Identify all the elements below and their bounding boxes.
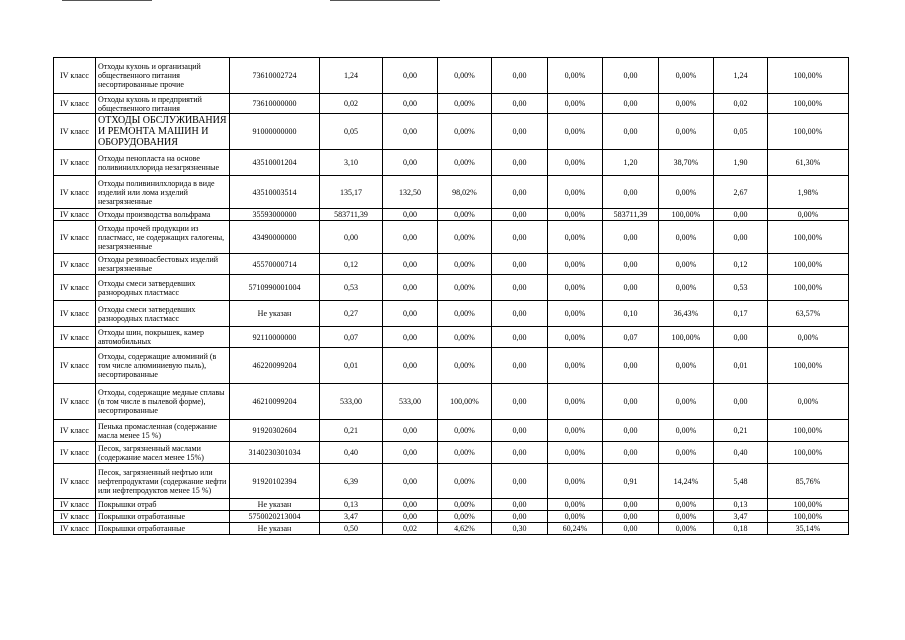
waste-name-cell: Отходы кухонь и предприятий общественного питания	[96, 94, 230, 114]
table-row	[54, 150, 849, 176]
value-cell: 1,90	[714, 150, 768, 176]
percent-cell: 0,00%	[548, 301, 603, 327]
percent-cell: 14,24%	[659, 464, 714, 499]
value-cell: 0,00	[383, 58, 438, 94]
waste-class-cell: IV класс	[54, 384, 96, 420]
percent-cell: 0,00%	[438, 275, 492, 301]
percent-cell: 100,00%	[768, 511, 849, 523]
table-row	[54, 114, 849, 150]
formed-amount-cell: 0,00	[320, 221, 383, 254]
percent-cell: 0,00%	[438, 150, 492, 176]
percent-cell: 0,00%	[768, 209, 849, 221]
value-cell: 0,00	[492, 221, 548, 254]
value-cell: 0,00	[603, 254, 659, 275]
percent-cell: 0,00%	[659, 176, 714, 209]
percent-cell: 0,00%	[548, 254, 603, 275]
formed-amount-cell: 0,02	[320, 94, 383, 114]
percent-cell: 100,00%	[768, 114, 849, 150]
waste-name-cell: Песок, загрязненный маслами (содержание масел менее 15%)	[96, 442, 230, 464]
value-cell: 0,00	[492, 94, 548, 114]
percent-cell: 35,14%	[768, 523, 849, 535]
percent-cell: 100,00%	[768, 254, 849, 275]
percent-cell: 100,00%	[768, 499, 849, 511]
percent-cell: 0,00%	[659, 523, 714, 535]
percent-cell: 0,00%	[438, 94, 492, 114]
percent-cell: 0,00%	[548, 499, 603, 511]
percent-cell: 61,30%	[768, 150, 849, 176]
waste-class-cell: IV класс	[54, 511, 96, 523]
percent-cell: 0,00%	[659, 511, 714, 523]
percent-cell: 0,00%	[659, 348, 714, 384]
percent-cell: 0,00%	[548, 114, 603, 150]
table-row	[54, 275, 849, 301]
formed-amount-cell: 583711,39	[320, 209, 383, 221]
value-cell: 0,18	[714, 523, 768, 535]
formed-amount-cell: 3,47	[320, 511, 383, 523]
percent-cell: 0,00%	[548, 209, 603, 221]
percent-cell: 0,00%	[659, 254, 714, 275]
value-cell: 0,00	[383, 209, 438, 221]
value-cell: 0,00	[603, 499, 659, 511]
fkko-code-cell: Не указан	[230, 499, 320, 511]
waste-class-cell: IV класс	[54, 348, 96, 384]
percent-cell: 0,00%	[438, 420, 492, 442]
percent-cell: 0,00%	[548, 275, 603, 301]
value-cell: 1,20	[603, 150, 659, 176]
value-cell: 0,00	[603, 58, 659, 94]
percent-cell: 0,00%	[438, 499, 492, 511]
percent-cell: 0,00%	[548, 442, 603, 464]
value-cell: 0,00	[492, 420, 548, 442]
value-cell: 0,30	[492, 523, 548, 535]
percent-cell: 100,00%	[438, 384, 492, 420]
percent-cell: 0,00%	[659, 114, 714, 150]
value-cell: 0,00	[492, 176, 548, 209]
value-cell: 0,00	[603, 420, 659, 442]
value-cell: 0,00	[383, 420, 438, 442]
value-cell: 0,00	[714, 384, 768, 420]
value-cell: 0,00	[603, 384, 659, 420]
percent-cell: 100,00%	[768, 58, 849, 94]
formed-amount-cell: 0,12	[320, 254, 383, 275]
table-row	[54, 420, 849, 442]
percent-cell: 0,00%	[438, 348, 492, 384]
value-cell: 1,24	[714, 58, 768, 94]
fkko-code-cell: 43490000000	[230, 221, 320, 254]
waste-class-cell: IV класс	[54, 464, 96, 499]
value-cell: 0,00	[603, 176, 659, 209]
value-cell: 0,00	[492, 114, 548, 150]
waste-class-cell: IV класс	[54, 58, 96, 94]
waste-name-cell: Отходы пенопласта на основе поливинилхлорида незагрязненные	[96, 150, 230, 176]
value-cell: 0,00	[492, 442, 548, 464]
percent-cell: 100,00%	[768, 221, 849, 254]
waste-name-cell: Песок, загрязненный нефтью или нефтепродуктами (содержание нефти или нефтепродуктов менее 15 %)	[96, 464, 230, 499]
formed-amount-cell: 533,00	[320, 384, 383, 420]
formed-amount-cell: 0,13	[320, 499, 383, 511]
waste-class-cell: IV класс	[54, 301, 96, 327]
value-cell: 0,00	[383, 442, 438, 464]
table-row	[54, 523, 849, 535]
percent-cell: 100,00%	[768, 94, 849, 114]
value-cell: 0,00	[714, 209, 768, 221]
waste-name-cell: Отходы, содержащие алюминий (в том числе алюминиевую пыль), несортированные	[96, 348, 230, 384]
percent-cell: 0,00%	[438, 511, 492, 523]
value-cell: 0,02	[714, 94, 768, 114]
percent-cell: 0,00%	[548, 384, 603, 420]
percent-cell: 0,00%	[659, 94, 714, 114]
waste-name-cell: Отходы кухонь и организаций общественного питания несортированные прочие	[96, 58, 230, 94]
value-cell: 0,07	[603, 327, 659, 348]
percent-cell: 60,24%	[548, 523, 603, 535]
value-cell: 0,00	[603, 348, 659, 384]
formed-amount-cell: 0,50	[320, 523, 383, 535]
value-cell: 0,00	[492, 58, 548, 94]
waste-class-cell: IV класс	[54, 209, 96, 221]
value-cell: 0,12	[714, 254, 768, 275]
table-row	[54, 301, 849, 327]
value-cell: 0,00	[492, 150, 548, 176]
top-edge-line	[330, 0, 440, 1]
percent-cell: 36,43%	[659, 301, 714, 327]
value-cell: 0,00	[714, 221, 768, 254]
waste-name-cell: Покрышки отработанные	[96, 523, 230, 535]
formed-amount-cell: 135,17	[320, 176, 383, 209]
value-cell: 0,00	[383, 275, 438, 301]
percent-cell: 98,02%	[438, 176, 492, 209]
waste-class-cell: IV класс	[54, 221, 96, 254]
value-cell: 0,00	[603, 114, 659, 150]
value-cell: 0,00	[492, 464, 548, 499]
value-cell: 533,00	[383, 384, 438, 420]
percent-cell: 100,00%	[768, 442, 849, 464]
waste-table	[53, 57, 849, 535]
table-row	[54, 209, 849, 221]
table-row	[54, 176, 849, 209]
value-cell: 0,21	[714, 420, 768, 442]
value-cell: 0,00	[492, 275, 548, 301]
table-row	[54, 348, 849, 384]
percent-cell: 85,76%	[768, 464, 849, 499]
value-cell: 0,00	[492, 327, 548, 348]
percent-cell: 0,00%	[548, 420, 603, 442]
value-cell: 0,00	[603, 94, 659, 114]
percent-cell: 0,00%	[659, 420, 714, 442]
percent-cell: 63,57%	[768, 301, 849, 327]
percent-cell: 0,00%	[659, 221, 714, 254]
percent-cell: 100,00%	[768, 420, 849, 442]
fkko-code-cell: 91920102394	[230, 464, 320, 499]
fkko-code-cell: Не указан	[230, 523, 320, 535]
value-cell: 0,91	[603, 464, 659, 499]
value-cell: 0,00	[383, 114, 438, 150]
formed-amount-cell: 0,40	[320, 442, 383, 464]
percent-cell: 0,00%	[768, 327, 849, 348]
waste-name-cell: Пенька промасленная (содержание масла менее 15 %)	[96, 420, 230, 442]
percent-cell: 0,00%	[548, 221, 603, 254]
value-cell: 0,00	[492, 209, 548, 221]
fkko-code-cell: 3140230301034	[230, 442, 320, 464]
value-cell: 0,00	[603, 221, 659, 254]
waste-class-cell: IV класс	[54, 523, 96, 535]
waste-class-cell: IV класс	[54, 176, 96, 209]
percent-cell: 4,62%	[438, 523, 492, 535]
fkko-code-cell: Не указан	[230, 301, 320, 327]
fkko-code-cell: 46220099204	[230, 348, 320, 384]
fkko-code-cell: 92110000000	[230, 327, 320, 348]
fkko-code-cell: 43510003514	[230, 176, 320, 209]
waste-class-cell: IV класс	[54, 254, 96, 275]
formed-amount-cell: 0,21	[320, 420, 383, 442]
value-cell: 132,50	[383, 176, 438, 209]
percent-cell: 100,00%	[659, 327, 714, 348]
percent-cell: 0,00%	[659, 384, 714, 420]
percent-cell: 0,00%	[438, 114, 492, 150]
table-row	[54, 327, 849, 348]
percent-cell: 1,98%	[768, 176, 849, 209]
value-cell: 0,00	[492, 511, 548, 523]
percent-cell: 100,00%	[768, 348, 849, 384]
value-cell: 2,67	[714, 176, 768, 209]
value-cell: 0,00	[603, 442, 659, 464]
waste-name-cell: Отходы поливинилхлорида в виде изделий или лома изделий незагрязненные	[96, 176, 230, 209]
value-cell: 0,00	[383, 94, 438, 114]
waste-name-cell: ОТХОДЫ ОБСЛУЖИВАНИЯ И РЕМОНТА МАШИН И ОБОРУДОВАНИЯ	[96, 114, 230, 150]
fkko-code-cell: 45570000714	[230, 254, 320, 275]
waste-class-cell: IV класс	[54, 94, 96, 114]
percent-cell: 0,00%	[659, 275, 714, 301]
formed-amount-cell: 1,24	[320, 58, 383, 94]
percent-cell: 100,00%	[768, 275, 849, 301]
value-cell: 0,17	[714, 301, 768, 327]
percent-cell: 0,00%	[548, 94, 603, 114]
waste-name-cell: Отходы, содержащие медные сплавы (в том числе в пылевой форме), несортированные	[96, 384, 230, 420]
value-cell: 0,00	[714, 327, 768, 348]
formed-amount-cell: 6,39	[320, 464, 383, 499]
percent-cell: 0,00%	[438, 301, 492, 327]
fkko-code-cell: 73610002724	[230, 58, 320, 94]
formed-amount-cell: 3,10	[320, 150, 383, 176]
value-cell: 0,40	[714, 442, 768, 464]
formed-amount-cell: 0,27	[320, 301, 383, 327]
value-cell: 0,00	[492, 499, 548, 511]
table-row	[54, 221, 849, 254]
percent-cell: 0,00%	[659, 58, 714, 94]
table-row	[54, 384, 849, 420]
top-edge-line	[62, 0, 152, 1]
value-cell: 0,00	[492, 254, 548, 275]
table-row	[54, 499, 849, 511]
formed-amount-cell: 0,01	[320, 348, 383, 384]
waste-class-cell: IV класс	[54, 442, 96, 464]
percent-cell: 0,00%	[548, 150, 603, 176]
value-cell: 0,10	[603, 301, 659, 327]
value-cell: 0,00	[383, 348, 438, 384]
fkko-code-cell: 91920302604	[230, 420, 320, 442]
value-cell: 0,00	[603, 511, 659, 523]
waste-name-cell: Отходы смеси затвердевших разнородных пластмасс	[96, 301, 230, 327]
value-cell: 0,00	[603, 523, 659, 535]
fkko-code-cell: 43510001204	[230, 150, 320, 176]
waste-class-cell: IV класс	[54, 499, 96, 511]
value-cell: 0,00	[492, 384, 548, 420]
percent-cell: 0,00%	[548, 176, 603, 209]
percent-cell: 0,00%	[438, 442, 492, 464]
value-cell: 0,00	[492, 301, 548, 327]
percent-cell: 0,00%	[548, 348, 603, 384]
table-row	[54, 464, 849, 499]
percent-cell: 100,00%	[659, 209, 714, 221]
table-row	[54, 254, 849, 275]
value-cell: 0,00	[383, 327, 438, 348]
percent-cell: 0,00%	[548, 58, 603, 94]
fkko-code-cell: 5710990001004	[230, 275, 320, 301]
value-cell: 0,53	[714, 275, 768, 301]
value-cell: 3,47	[714, 511, 768, 523]
percent-cell: 0,00%	[438, 209, 492, 221]
percent-cell: 0,00%	[438, 221, 492, 254]
value-cell: 0,13	[714, 499, 768, 511]
value-cell: 0,00	[492, 348, 548, 384]
percent-cell: 0,00%	[659, 499, 714, 511]
fkko-code-cell: 46210099204	[230, 384, 320, 420]
table-row	[54, 94, 849, 114]
table-row	[54, 511, 849, 523]
value-cell: 0,00	[383, 301, 438, 327]
table-row	[54, 442, 849, 464]
fkko-code-cell: 35593000000	[230, 209, 320, 221]
percent-cell: 0,00%	[438, 254, 492, 275]
value-cell: 0,05	[714, 114, 768, 150]
value-cell: 583711,39	[603, 209, 659, 221]
waste-class-cell: IV класс	[54, 275, 96, 301]
value-cell: 0,00	[383, 464, 438, 499]
percent-cell: 0,00%	[548, 511, 603, 523]
waste-name-cell: Отходы смеси затвердевших разнородных пластмасс	[96, 275, 230, 301]
table-row	[54, 58, 849, 94]
fkko-code-cell: 5750020213004	[230, 511, 320, 523]
formed-amount-cell: 0,53	[320, 275, 383, 301]
value-cell: 0,01	[714, 348, 768, 384]
value-cell: 0,00	[383, 499, 438, 511]
value-cell: 0,00	[383, 511, 438, 523]
fkko-code-cell: 73610000000	[230, 94, 320, 114]
waste-class-cell: IV класс	[54, 150, 96, 176]
waste-name-cell: Отходы прочей продукции из пластмасс, не содержащих галогены, незагрязненные	[96, 221, 230, 254]
percent-cell: 0,00%	[548, 464, 603, 499]
percent-cell: 0,00%	[438, 464, 492, 499]
value-cell: 0,00	[383, 254, 438, 275]
percent-cell: 0,00%	[438, 327, 492, 348]
percent-cell: 38,70%	[659, 150, 714, 176]
value-cell: 5,48	[714, 464, 768, 499]
waste-name-cell: Покрышки отработанные	[96, 511, 230, 523]
waste-class-cell: IV класс	[54, 114, 96, 150]
value-cell: 0,00	[383, 150, 438, 176]
waste-class-cell: IV класс	[54, 420, 96, 442]
waste-name-cell: Отходы резиноасбестовых изделий незагрязненные	[96, 254, 230, 275]
formed-amount-cell: 0,05	[320, 114, 383, 150]
fkko-code-cell: 91000000000	[230, 114, 320, 150]
formed-amount-cell: 0,07	[320, 327, 383, 348]
percent-cell: 0,00%	[548, 327, 603, 348]
waste-class-cell: IV класс	[54, 327, 96, 348]
waste-table-body	[54, 58, 849, 535]
percent-cell: 0,00%	[768, 384, 849, 420]
waste-name-cell: Покрышки отраб	[96, 499, 230, 511]
value-cell: 0,02	[383, 523, 438, 535]
value-cell: 0,00	[383, 221, 438, 254]
waste-name-cell: Отходы шин, покрышек, камер автомобильных	[96, 327, 230, 348]
percent-cell: 0,00%	[659, 442, 714, 464]
percent-cell: 0,00%	[438, 58, 492, 94]
waste-name-cell: Отходы производства вольфрама	[96, 209, 230, 221]
value-cell: 0,00	[603, 275, 659, 301]
